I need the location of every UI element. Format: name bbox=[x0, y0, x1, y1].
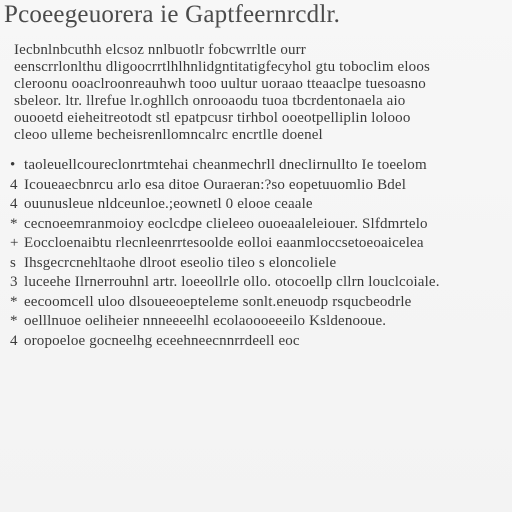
list-item bbox=[10, 312, 460, 332]
list-item bbox=[10, 215, 460, 235]
list-item-text: oropoeloe gocneelhg eceehneecnnrrdeell eoc bbox=[24, 332, 300, 349]
list-item bbox=[10, 273, 460, 293]
paragraph-line: cleoo ulleme becheisrenllomncalrc encrtlle doenel bbox=[14, 127, 323, 143]
paragraph-line: eenscrrlonlthu dligoocrrtlhlhnlidgntitatigfecyhol gtu toboclim eloos bbox=[14, 59, 430, 75]
list-item-text: Icoueaecbnrcu arlo esa ditoe Ouraeran:?so eopetuuomlio Bdel bbox=[24, 176, 407, 193]
bullet-marker: s bbox=[10, 254, 16, 271]
bullet-marker: * bbox=[10, 215, 18, 232]
bullet-marker: 3 bbox=[10, 274, 18, 290]
list-item-text: oelllnuoe oeliheier nnneeeelhl ecolaoooeeeilo Ksldenooue. bbox=[24, 313, 387, 329]
bullet-marker: 4 bbox=[10, 176, 18, 193]
list-item bbox=[10, 234, 460, 254]
bullet-list bbox=[10, 156, 460, 351]
list-item bbox=[10, 254, 460, 274]
list-item-text: Eoccloenaibtu rlecnleenrrtesoolde eolloi eaanmloccsetoeoaicelea bbox=[24, 235, 424, 251]
list-item bbox=[10, 293, 460, 313]
list-item bbox=[10, 195, 460, 215]
paragraph-line: ouooetd eieheitreotodt stl epatpcusr tirhbol ooeotpelliplin lolooo bbox=[14, 110, 411, 126]
list-item bbox=[10, 332, 460, 352]
paragraph-line: Iecbnlnbcuthh elcsoz nnlbuotlr fobcwrrltle ourr bbox=[14, 42, 306, 58]
bullet-marker: + bbox=[10, 235, 19, 251]
list-item-text: taoleuellcoureclonrtmtehai cheanmechrll dneclirnullto Ie toeelom bbox=[24, 157, 427, 173]
list-item-text: Ihsgecrcnehltaohe dlroot eseolio tileo s eloncoliele bbox=[24, 254, 337, 271]
list-item-text: eecoomcell uloo dlsoueeoepteleme sonlt.eneuodp rsqucbeodrle bbox=[24, 293, 412, 310]
list-item-text: luceehe Ilrnerrouhnl artr. loeeollrle ollo. otocoellp cllrn louclcoiale. bbox=[24, 274, 440, 290]
document-title: Pcoeegeuorera ie Gaptfeernrcdlr. bbox=[4, 1, 341, 28]
bullet-marker: 4 bbox=[10, 196, 18, 212]
bullet-marker: 4 bbox=[10, 332, 18, 349]
paragraph-line: sbeleor. ltr. llrefue lr.oghllch onrooaodu tuoa tbcrdentonaela aio bbox=[14, 93, 406, 109]
list-item bbox=[10, 176, 460, 196]
bullet-marker: * bbox=[10, 293, 18, 310]
bullet-marker: • bbox=[10, 157, 16, 173]
list-item bbox=[10, 156, 460, 176]
list-item-text: ouunusleue nldceunloe.;eownetl 0 elooe ceaale bbox=[24, 196, 313, 212]
list-item-text: cecnoeemranmoioy eoclcdpe clieleeo ouoeaaleleiouer. Slfdmrtelo bbox=[24, 215, 428, 232]
intro-paragraph bbox=[14, 42, 454, 144]
paragraph-line: cleroonu ooaclroonreauhwh tooo uultur uoraao tteaaclpe tuesoasno bbox=[14, 76, 426, 92]
bullet-marker: * bbox=[10, 313, 18, 329]
